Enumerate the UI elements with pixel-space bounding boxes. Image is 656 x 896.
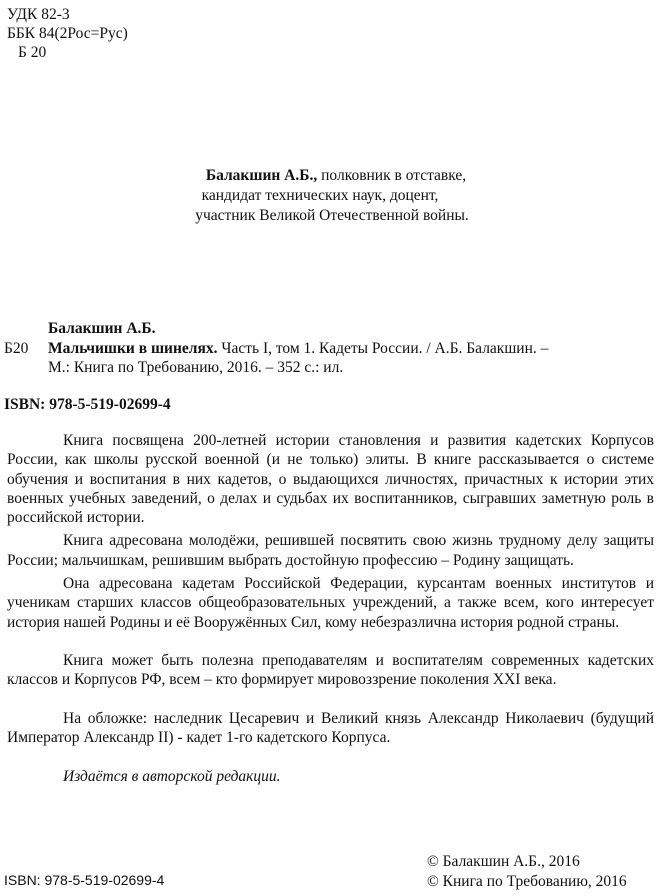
abstract-paragraph: Книга адресована молодёжи, решившей посвятить свою жизнь трудному делу защиты России; мальчишкам, решившим выбрать достойную профессию – Родину защищать. xyxy=(7,532,654,569)
abstract-paragraph: Она адресована кадетам Российской Федерации, курсантам военных институтов и ученикам старших классов общеобразовательных учреждений, а также всем, кого интересует история нашей Родины и её Вооружённых Сил, кому небезразлична история родной страны. xyxy=(7,575,654,631)
abstract-paragraph: Книга может быть полезна преподавателям и воспитателям современных кадетских классов и Корпусов РФ, всем – кто формирует мировоззрение поколения XXI века. xyxy=(7,651,654,689)
biblio-code: Б20 xyxy=(4,340,29,357)
author-sign-code: Б 20 xyxy=(18,44,47,61)
author-note-line-2: кандидат технических наук, доцент, xyxy=(201,187,439,204)
bbk-code: ББК 84(2Рос=Рус) xyxy=(7,25,128,42)
author-note xyxy=(0,166,656,226)
biblio-imprint: М.: Книга по Требованию, 2016. – 352 с.: ил. xyxy=(48,359,344,376)
copyright-publisher: © Книга по Требованию, 2016 xyxy=(427,873,627,890)
author-note-rank: полковник в отставке, xyxy=(317,167,467,184)
author-note-name: Балакшин А.Б., xyxy=(205,167,318,184)
author-note-line-3: участник Великой Отечественной войны. xyxy=(195,207,469,224)
abstract xyxy=(7,431,654,786)
book-title: Мальчишки в шинелях. xyxy=(48,340,218,357)
footer-isbn: ISBN: 978-5-519-02699-4 xyxy=(4,872,165,888)
biblio-author: Балакшин А.Б. xyxy=(48,320,156,337)
copyright-block xyxy=(427,852,627,892)
abstract-paragraph: Книга посвящена 200-летней истории становления и развития кадетских Корпусов России, как школы русской военной (и не только) элиты. В книге рассказывается о системе обучения и воспитания в них кадетов, о выдающихся личностях, причастных к истории этих военных учебных заведений, о делах и судьбах их воспитанников, сыгравших заметную роль в российской истории. xyxy=(7,432,654,527)
udk-code: УДК 82-3 xyxy=(7,6,70,23)
author-note-line-1 xyxy=(8,166,656,186)
copyright-author: © Балакшин А.Б., 2016 xyxy=(427,853,580,870)
book-title-details: Часть I, том 1. Кадеты России. / А.Б. Балакшин. – xyxy=(217,340,549,357)
cover-note: На обложке: наследник Цесаревич и Великий князь Александр Николаевич (будущий Император Александр II) - кадет 1-го кадетского Корпуса. xyxy=(7,709,654,746)
isbn: ISBN: 978-5-519-02699-4 xyxy=(4,396,171,413)
biblio-title xyxy=(48,340,548,358)
edition-note: Издаётся в авторской редакции. xyxy=(63,768,281,786)
classification-codes xyxy=(7,5,128,62)
